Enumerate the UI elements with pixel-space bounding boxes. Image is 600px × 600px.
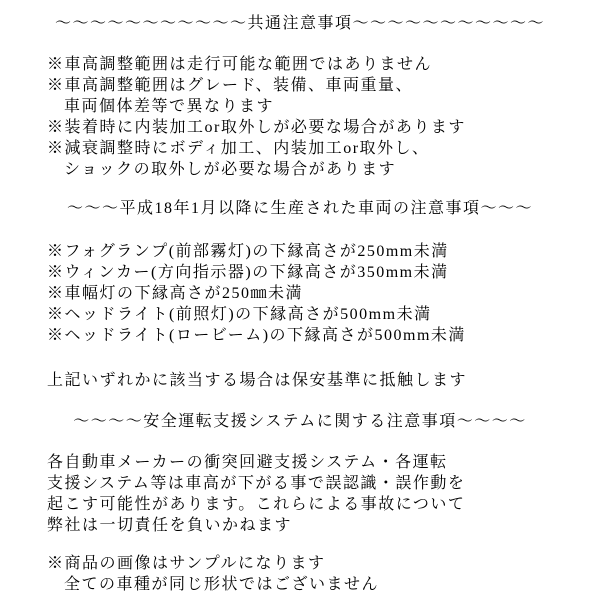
sample-image-note-line-continuation: 全ての車種が同じ形状ではございません — [64, 576, 380, 593]
spacer — [0, 432, 600, 452]
common-note-line: ※車高調整範囲はグレード、装備、車両重量、 — [47, 77, 414, 94]
spacer — [0, 346, 600, 370]
sample-image-note-line: ※商品の画像はサンプルになります — [47, 555, 326, 572]
common-note-line: ※減衰調整時にボディ加工、内装加工or取外し、 — [47, 140, 430, 157]
heisei18-note-line: ※ヘッドライト(前照灯)の下縁高さが500mm未満 — [47, 306, 432, 323]
heisei18-note-line: ※車幅灯の下縁高さが250㎜未満 — [47, 285, 304, 302]
heisei18-vehicles-heading: ～～～平成18年1月以降に生産された車両の注意事項～～～ — [66, 200, 533, 217]
safety-system-line: 各自動車メーカーの衝突回避支援システム・各運転 — [47, 454, 448, 471]
spacer — [0, 180, 600, 198]
heisei18-note-line: ※フォグランプ(前部霧灯)の下縁高さが250mm未満 — [47, 243, 449, 260]
common-note-line-continuation: ショックの取外しが必要な場合があります — [64, 161, 397, 178]
spacer — [0, 536, 600, 553]
compliance-note: 上記いずれかに該当する場合は保安基準に抵触します — [47, 372, 468, 389]
spacer — [0, 219, 600, 241]
common-note-line-continuation: 車両個体差等で異なります — [64, 98, 275, 115]
safety-system-heading: ～～～～安全運転支援システムに関する注意事項～～～～ — [73, 413, 527, 430]
heisei18-note-line: ※ヘッドライト(ロービーム)の下縁高さが500mm未満 — [47, 327, 466, 344]
safety-system-line: 起こす可能性があります。これらによる事故について — [47, 496, 466, 513]
common-notes-heading: ～～～～～～～～～～～共通注意事項～～～～～～～～～～～ — [54, 15, 545, 32]
safety-system-line: 弊社は一切責任を負いかねます — [47, 517, 293, 534]
safety-system-line: 支援システム等は車高が下がる事で誤認識・誤作動を — [47, 475, 466, 492]
common-note-line: ※車高調整範囲は走行可能な範囲ではありません — [47, 56, 433, 73]
heisei18-note-line: ※ウィンカー(方向指示器)の下縁高さが350mm未満 — [47, 264, 449, 281]
spacer — [0, 391, 600, 411]
spacer — [0, 34, 600, 54]
common-note-line: ※装着時に内装加工or取外しが必要な場合があります — [47, 119, 466, 136]
